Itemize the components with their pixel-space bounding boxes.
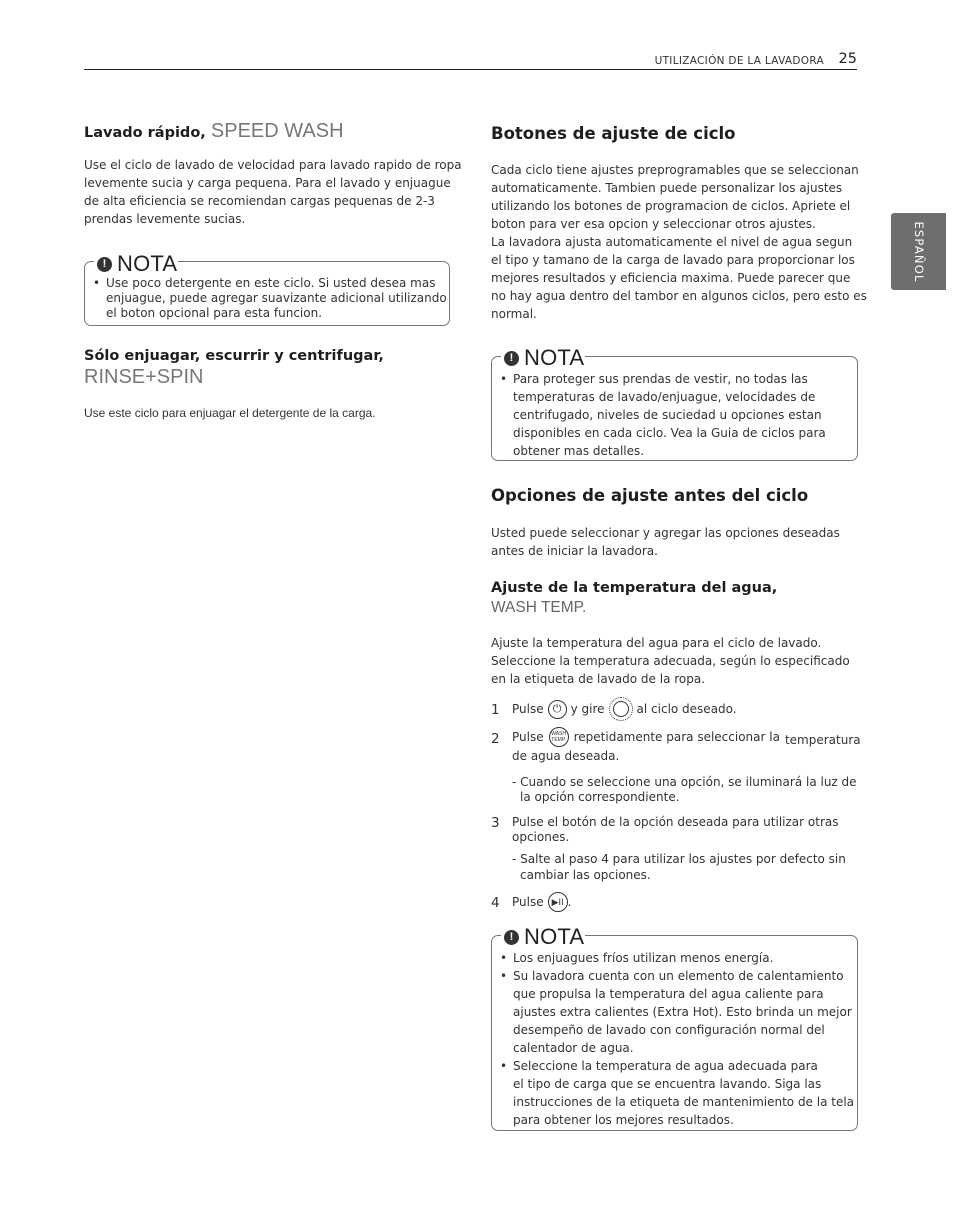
step-3-number: 3 (491, 815, 500, 831)
text-line: levemente sucia y carga pequena. Para el lavado y enjuague (84, 176, 451, 190)
botones-text (491, 161, 867, 323)
language-tab-label: ESPAÑOL (911, 220, 926, 283)
text-line: mejores resultados y eficiencia maxima. Puede parecer que (491, 271, 851, 285)
step-text: y gire (570, 702, 605, 716)
step-2 (512, 727, 861, 747)
text-line: utilizando los botones de programacion de ciclos. Apriete el (491, 199, 851, 213)
text-line: Usted puede seleccionar y agregar las opciones deseadas (491, 526, 840, 540)
step-text: . (567, 895, 572, 909)
botones-title: Botones de ajuste de ciclo (491, 124, 736, 143)
step-2-sub-1: - Cuando se seleccione una opción, se iluminará la luz de (512, 775, 857, 789)
text-line: automaticamente. Tambien puede personalizar los ajustes (491, 181, 843, 195)
nota-line: desempeño de lavado con configuración normal del (513, 1023, 825, 1037)
step-1 (512, 697, 737, 721)
wash-icon-label: WASH (551, 731, 567, 737)
header-rule (84, 69, 857, 70)
step-3-sub-2: cambiar las opciones. (520, 868, 651, 882)
speed-wash-code: SPEED WASH (210, 120, 344, 142)
wash-temp-button-icon (549, 727, 569, 747)
rinse-spin-text: Use este ciclo para enjuagar el detergente de la carga. (84, 406, 376, 420)
text-line: antes de iniciar la lavadora. (491, 544, 658, 558)
speed-wash-title: Lavado rápido, (84, 125, 206, 141)
step-2-cont: de agua deseada. (512, 749, 620, 763)
text-line: no hay agua dentro del tambor en algunos ciclos, pero esto es (491, 289, 867, 303)
step-1-number: 1 (491, 702, 500, 718)
step-text: Pulse (512, 895, 544, 909)
nota-item (493, 967, 854, 1057)
step-3: Pulse el botón de la opción deseada para utilizar otras (512, 815, 839, 829)
step-text: temperatura (784, 733, 861, 747)
nota-line: calentador de agua. (513, 1041, 634, 1055)
nota-item (86, 276, 447, 321)
text-line: boton para ver esa opcion y seleccionar otros ajustes. (491, 217, 816, 231)
warning-icon: ! (504, 930, 519, 945)
speed-wash-heading (84, 120, 450, 143)
text-line: normal. (491, 307, 537, 321)
nota-list-2 (493, 370, 826, 460)
text-line: prendas levemente sucias. (84, 212, 246, 226)
speed-wash-text (84, 156, 462, 228)
wash-temp-text (491, 634, 858, 688)
step-4 (512, 892, 571, 912)
nota-title-3 (501, 924, 585, 950)
step-2-number: 2 (491, 731, 500, 747)
text-line: Ajuste la temperatura del agua para el ciclo de lavado. (491, 636, 822, 650)
text-line: Use el ciclo de lavado de velocidad para lavado rapido de ropa (84, 158, 462, 172)
power-icon: ⏻ (548, 700, 567, 719)
step-4-number: 4 (491, 895, 500, 911)
nota-label: NOTA (117, 251, 178, 276)
nota-line: para obtener los mejores resultados. (513, 1113, 734, 1127)
nota-line: centrifugado, niveles de suciedad u opciones estan (513, 408, 822, 422)
step-2-sub-2: la opción correspondiente. (520, 790, 680, 804)
wash-icon-label: TEMP. (551, 737, 566, 743)
nota-item (493, 370, 826, 460)
opciones-text (491, 524, 858, 560)
nota-line: el tipo de carga que se encuentra lavando. Siga las (513, 1077, 822, 1091)
warning-icon: ! (97, 257, 112, 272)
nota-line: • Su lavadora cuenta con un elemento de calentamiento (513, 969, 844, 983)
step-text: al ciclo deseado. (636, 702, 737, 716)
nota-line: • Seleccione la temperatura de agua adecuada para (513, 1059, 818, 1073)
step-text: Pulse (512, 702, 544, 716)
step-3-sub-1: - Salte al paso 4 para utilizar los ajustes por defecto sin (512, 852, 846, 866)
wash-temp-code: WASH TEMP. (491, 599, 587, 616)
text-line: el tipo y tamano de la carga de lavado para proporcionar los (491, 253, 855, 267)
step-text: Pulse (512, 730, 544, 744)
step-text: repetidamente para seleccionar la (573, 730, 780, 744)
text-line: de alta eficiencia se recomiendan cargas pequenas de 2-3 (84, 194, 435, 208)
nota-item (493, 1057, 854, 1129)
rinse-spin-code: RINSE+SPIN (84, 366, 204, 388)
nota-line: el boton opcional para esta funcion. (106, 306, 323, 320)
nota-line: • Para proteger sus prendas de vestir, no todas las (513, 372, 808, 386)
text-line: Seleccione la temperatura adecuada, según lo especificado (491, 654, 850, 668)
rinse-spin-title: Sólo enjuagar, escurrir y centrifugar, (84, 348, 384, 364)
nota-line: temperaturas de lavado/enjuague, velocidades de (513, 390, 816, 404)
nota-title-1 (94, 251, 178, 277)
nota-line: • Use poco detergente en este ciclo. Si usted desea mas (106, 276, 436, 290)
nota-list-1 (86, 276, 447, 321)
start-pause-icon: ▶II (548, 892, 568, 912)
page-number: 25 (838, 51, 857, 67)
running-header: UTILIZACIÓN DE LA LAVADORA (654, 55, 824, 67)
nota-line: obtener mas detalles. (513, 444, 645, 458)
nota-line: • Los enjuagues fríos utilizan menos energía. (513, 951, 774, 965)
text-line: en la etiqueta de lavado de la ropa. (491, 672, 706, 686)
nota-line: ajustes extra calientes (Extra Hot). Esto brinda un mejor (513, 1005, 852, 1019)
text-line: La lavadora ajusta automaticamente el nivel de agua segun (491, 235, 853, 249)
text-line: Cada ciclo tiene ajustes preprogramables que se seleccionan (491, 163, 859, 177)
opciones-title: Opciones de ajuste antes del ciclo (491, 486, 809, 505)
nota-item (493, 949, 854, 967)
nota-line: disponibles en cada ciclo. Vea la Guia de ciclos para (513, 426, 826, 440)
cycle-dial-icon (609, 697, 633, 721)
nota-list-3 (493, 949, 854, 1129)
warning-icon: ! (504, 351, 519, 366)
nota-line: instrucciones de la etiqueta de mantenimiento de la tela (513, 1095, 855, 1109)
nota-label: NOTA (524, 345, 585, 370)
nota-title-2 (501, 345, 585, 371)
nota-line: que propulsa la temperatura del agua caliente para (513, 987, 824, 1001)
nota-line: enjuague, puede agregar suavizante adicional utilizando (106, 291, 447, 305)
nota-label: NOTA (524, 924, 585, 949)
step-3-cont: opciones. (512, 830, 570, 844)
language-tab (891, 213, 946, 290)
wash-temp-title: Ajuste de la temperatura del agua, (491, 580, 778, 596)
